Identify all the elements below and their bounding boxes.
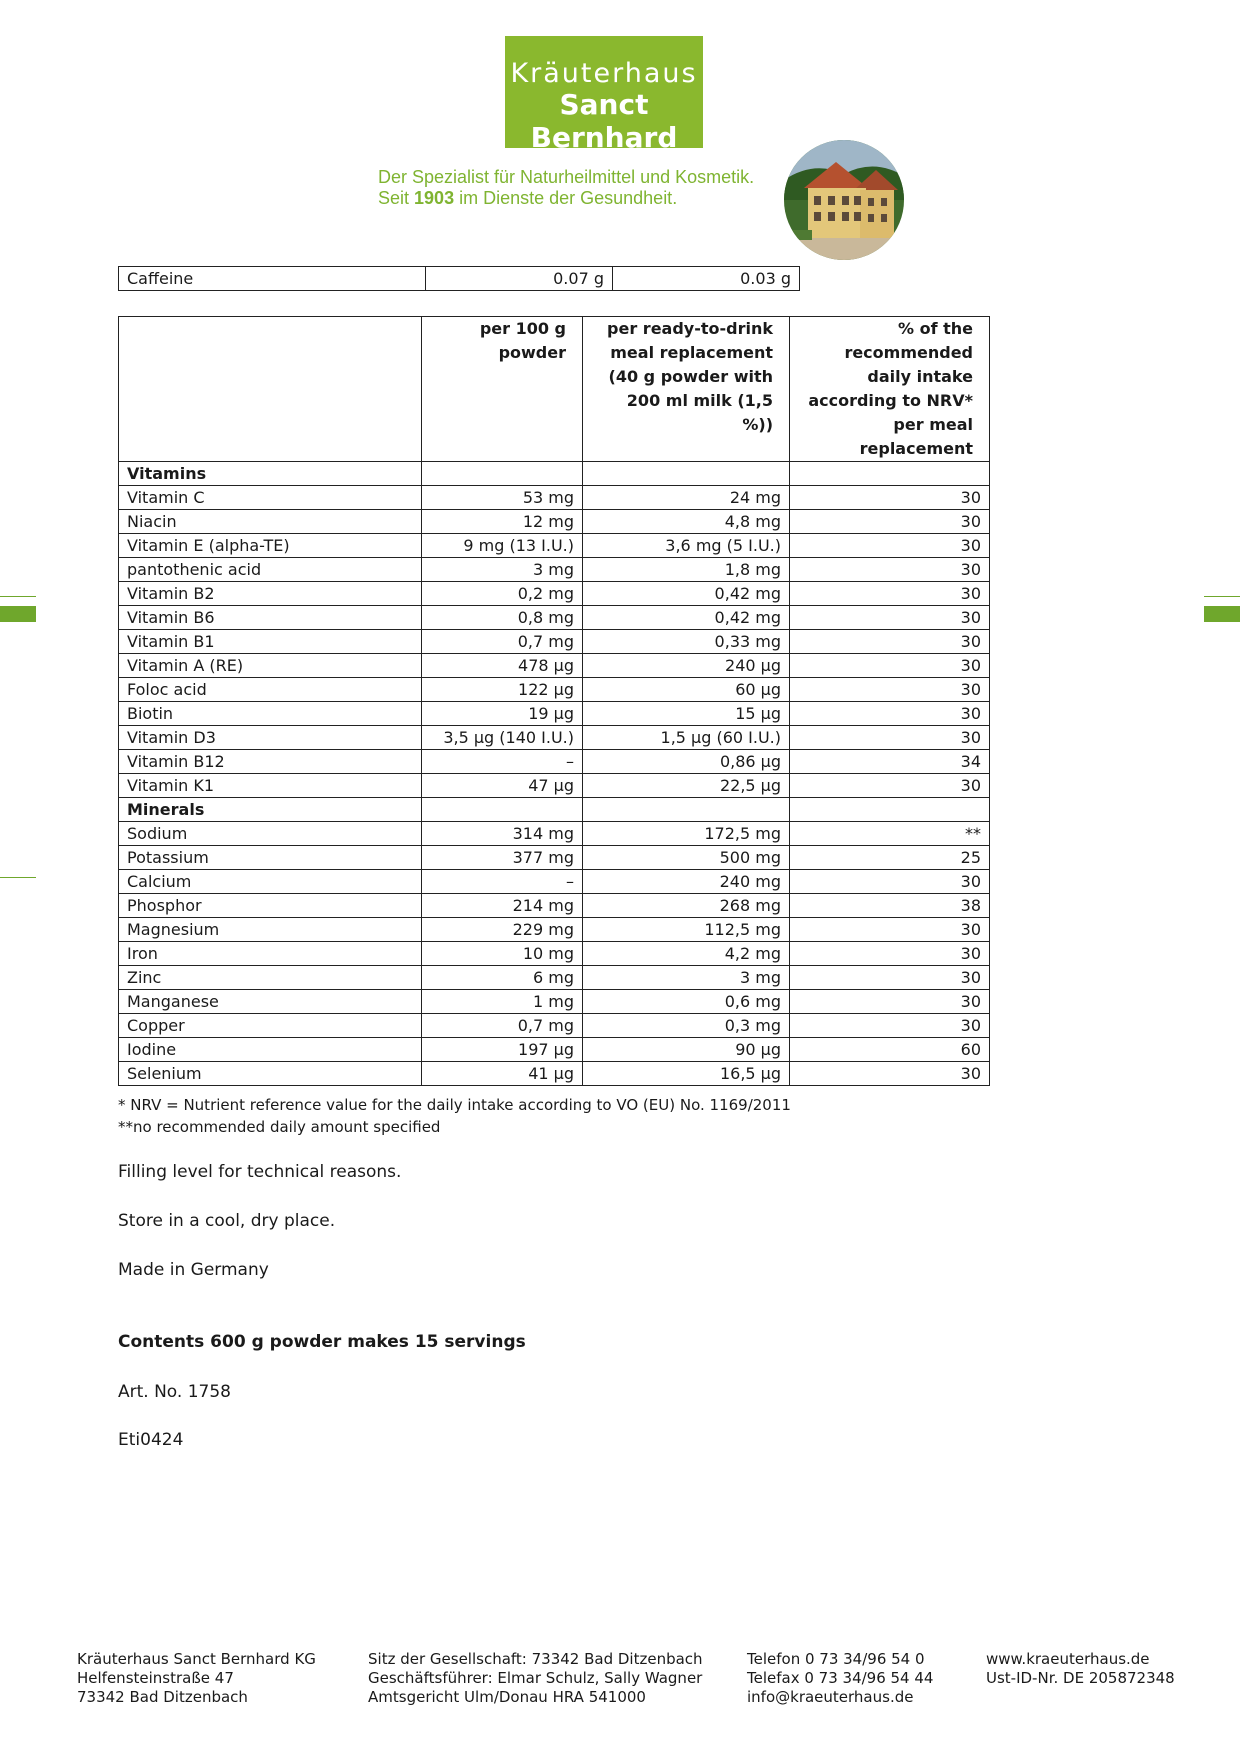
- table-header-row: [119, 317, 990, 462]
- nutrient-name: Vitamin C: [119, 486, 422, 510]
- value-per-serving: 1,5 µg (60 I.U.): [583, 726, 790, 750]
- table-row: [119, 750, 990, 774]
- value-nrv-percent: 30: [790, 966, 990, 990]
- table-row: [119, 966, 990, 990]
- note-filling: Filling level for technical reasons.: [118, 1162, 402, 1182]
- value-nrv-percent: 30: [790, 990, 990, 1014]
- value-per-serving: 0,3 mg: [583, 1014, 790, 1038]
- nutrient-name: Phosphor: [119, 894, 422, 918]
- tagline-year: 1903: [414, 188, 455, 208]
- value-per-serving: 60 µg: [583, 678, 790, 702]
- value-per-serving: 0,33 mg: [583, 630, 790, 654]
- value-nrv-percent: 30: [790, 726, 990, 750]
- value-per-100g: 214 mg: [422, 894, 583, 918]
- table-row: [119, 630, 990, 654]
- header-per-100g: per 100 g powder: [422, 317, 583, 462]
- value-nrv-percent: **: [790, 822, 990, 846]
- tagline-line-1: Der Spezialist für Naturheilmittel und Kosmetik.: [378, 167, 755, 187]
- footer-line: Telefax 0 73 34/96 54 44: [747, 1669, 934, 1687]
- header-empty: [119, 317, 422, 462]
- nutrient-name: Vitamin B12: [119, 750, 422, 774]
- empty-cell: [790, 462, 990, 486]
- value-nrv-percent: 30: [790, 774, 990, 798]
- tagline: [378, 167, 754, 209]
- nutrient-name: Calcium: [119, 870, 422, 894]
- footnote-nrv: * NRV = Nutrient reference value for the daily intake according to VO (EU) No. 1169/2011: [118, 1096, 791, 1114]
- value-per-100g: 377 mg: [422, 846, 583, 870]
- nutrient-name: Zinc: [119, 966, 422, 990]
- table-section-row: [119, 462, 990, 486]
- value-per-100g: 6 mg: [422, 966, 583, 990]
- nutrient-name: Magnesium: [119, 918, 422, 942]
- value-per-serving: 16,5 µg: [583, 1062, 790, 1086]
- footer-line[interactable]: info@kraeuterhaus.de: [747, 1688, 914, 1706]
- value-nrv-percent: 30: [790, 558, 990, 582]
- side-line-left-bottom: [0, 877, 36, 878]
- value-per-100g: –: [422, 750, 583, 774]
- value-per-100g: 3 mg: [422, 558, 583, 582]
- section-label: Minerals: [119, 798, 422, 822]
- value-per-100g: 53 mg: [422, 486, 583, 510]
- nutrient-name: Copper: [119, 1014, 422, 1038]
- value-per-100g: 197 µg: [422, 1038, 583, 1062]
- table-row: [119, 870, 990, 894]
- value-per-serving: 3,6 mg (5 I.U.): [583, 534, 790, 558]
- value-nrv-percent: 30: [790, 678, 990, 702]
- table-row: [119, 894, 990, 918]
- nutrition-table-body: [119, 462, 990, 1086]
- value-nrv-percent: 60: [790, 1038, 990, 1062]
- value-per-serving: 0,6 mg: [583, 990, 790, 1014]
- value-nrv-percent: 30: [790, 654, 990, 678]
- value-per-100g: 0,7 mg: [422, 1014, 583, 1038]
- value-per-serving: 0,42 mg: [583, 606, 790, 630]
- note-contents: Contents 600 g powder makes 15 servings: [118, 1332, 526, 1352]
- tagline-line-2: [378, 188, 754, 209]
- building-photo: [784, 140, 904, 260]
- nutrient-name: Vitamin D3: [119, 726, 422, 750]
- nutrient-name: Vitamin B2: [119, 582, 422, 606]
- nutrition-table: [118, 316, 990, 1086]
- note-art-no: Art. No. 1758: [118, 1382, 231, 1402]
- value-nrv-percent: 30: [790, 1062, 990, 1086]
- tagline-pre: Seit: [378, 188, 415, 208]
- value-per-100g: 478 µg: [422, 654, 583, 678]
- value-nrv-percent: 30: [790, 582, 990, 606]
- footer-line: Geschäftsführer: Elmar Schulz, Sally Wagner: [368, 1669, 703, 1687]
- footnote-no-rda: **no recommended daily amount specified: [118, 1118, 441, 1136]
- nutrient-name: Vitamin B6: [119, 606, 422, 630]
- nutrient-name: Iron: [119, 942, 422, 966]
- table-row: [119, 678, 990, 702]
- table-row: [119, 1062, 990, 1086]
- table-row: [119, 822, 990, 846]
- caffeine-per-serving: 0.03 g: [613, 267, 800, 291]
- brand-logo: [505, 36, 703, 154]
- side-mark-left: [0, 606, 36, 622]
- header-per-serving: per ready-to-drink meal replacement (40 g powder with 200 ml milk (1,5 %)): [583, 317, 790, 462]
- value-per-serving: 0,86 µg: [583, 750, 790, 774]
- table-row: [119, 267, 800, 291]
- value-per-100g: 47 µg: [422, 774, 583, 798]
- tagline-post: im Dienste der Gesundheit.: [454, 188, 678, 208]
- value-nrv-percent: 30: [790, 630, 990, 654]
- value-per-serving: 24 mg: [583, 486, 790, 510]
- caffeine-per-100g: 0.07 g: [426, 267, 613, 291]
- value-per-serving: 0,42 mg: [583, 582, 790, 606]
- nutrient-name: Biotin: [119, 702, 422, 726]
- value-per-100g: 0,2 mg: [422, 582, 583, 606]
- table-row: [119, 990, 990, 1014]
- empty-cell: [790, 798, 990, 822]
- table-row: [119, 582, 990, 606]
- nutrient-name: Sodium: [119, 822, 422, 846]
- footer-web: [986, 1650, 1175, 1688]
- value-per-100g: 9 mg (13 I.U.): [422, 534, 583, 558]
- nutrient-name: Selenium: [119, 1062, 422, 1086]
- value-nrv-percent: 30: [790, 942, 990, 966]
- value-per-100g: 3,5 µg (140 I.U.): [422, 726, 583, 750]
- table-row: [119, 510, 990, 534]
- table-section-row: [119, 798, 990, 822]
- table-row: [119, 942, 990, 966]
- value-nrv-percent: 34: [790, 750, 990, 774]
- nutrient-name: Niacin: [119, 510, 422, 534]
- note-eti: Eti0424: [118, 1430, 184, 1450]
- value-per-serving: 1,8 mg: [583, 558, 790, 582]
- footer-line: Helfensteinstraße 47: [77, 1669, 234, 1687]
- table-row: [119, 726, 990, 750]
- value-per-serving: 22,5 µg: [583, 774, 790, 798]
- nutrient-name: Potassium: [119, 846, 422, 870]
- footer-legal: [368, 1650, 703, 1707]
- value-per-serving: 500 mg: [583, 846, 790, 870]
- value-per-100g: 229 mg: [422, 918, 583, 942]
- table-row: [119, 486, 990, 510]
- footer-line: Kräuterhaus Sanct Bernhard KG: [77, 1650, 316, 1668]
- footer-company: [77, 1650, 316, 1707]
- value-per-serving: 4,8 mg: [583, 510, 790, 534]
- logo-line-2: Sanct Bernhard: [530, 88, 678, 154]
- value-per-serving: 172,5 mg: [583, 822, 790, 846]
- table-row: [119, 654, 990, 678]
- value-nrv-percent: 30: [790, 870, 990, 894]
- footer-line: Telefon 0 73 34/96 54 0: [747, 1650, 925, 1668]
- nutrient-name: Foloc acid: [119, 678, 422, 702]
- side-line-right-top: [1204, 596, 1240, 597]
- header-nrv: % of the recommended daily intake according to NRV* per meal replacement: [790, 317, 990, 462]
- caffeine-name: Caffeine: [119, 267, 426, 291]
- section-label: Vitamins: [119, 462, 422, 486]
- value-nrv-percent: 30: [790, 918, 990, 942]
- empty-cell: [422, 462, 583, 486]
- table-row: [119, 1014, 990, 1038]
- table-row: [119, 846, 990, 870]
- value-per-100g: 41 µg: [422, 1062, 583, 1086]
- logo-line-1: Kräuterhaus: [510, 58, 698, 89]
- nutrient-name: Vitamin A (RE): [119, 654, 422, 678]
- value-per-serving: 3 mg: [583, 966, 790, 990]
- nutrient-name: Vitamin E (alpha-TE): [119, 534, 422, 558]
- value-nrv-percent: 30: [790, 1014, 990, 1038]
- side-mark-right: [1204, 606, 1240, 622]
- empty-cell: [583, 462, 790, 486]
- footer-line: Sitz der Gesellschaft: 73342 Bad Ditzenbach: [368, 1650, 703, 1668]
- footer-line: Amtsgericht Ulm/Donau HRA 541000: [368, 1688, 646, 1706]
- footer-contact: [747, 1650, 933, 1707]
- note-made: Made in Germany: [118, 1260, 269, 1280]
- side-line-left-top: [0, 596, 36, 597]
- value-per-serving: 4,2 mg: [583, 942, 790, 966]
- table-row: [119, 558, 990, 582]
- table-row: [119, 606, 990, 630]
- table-row: [119, 774, 990, 798]
- table-row: [119, 534, 990, 558]
- nutrient-name: pantothenic acid: [119, 558, 422, 582]
- value-per-100g: 0,8 mg: [422, 606, 583, 630]
- value-nrv-percent: 30: [790, 534, 990, 558]
- value-per-serving: 112,5 mg: [583, 918, 790, 942]
- value-nrv-percent: 30: [790, 606, 990, 630]
- empty-cell: [422, 798, 583, 822]
- footer-line: 73342 Bad Ditzenbach: [77, 1688, 248, 1706]
- value-per-100g: 12 mg: [422, 510, 583, 534]
- value-per-serving: 240 mg: [583, 870, 790, 894]
- value-per-serving: 240 µg: [583, 654, 790, 678]
- value-per-100g: 1 mg: [422, 990, 583, 1014]
- value-per-serving: 268 mg: [583, 894, 790, 918]
- table-row: [119, 1038, 990, 1062]
- table-row: [119, 702, 990, 726]
- value-per-100g: 0,7 mg: [422, 630, 583, 654]
- footer-line: Ust-ID-Nr. DE 205872348: [986, 1669, 1175, 1687]
- caffeine-table: [118, 266, 800, 291]
- value-per-100g: 19 µg: [422, 702, 583, 726]
- empty-cell: [583, 798, 790, 822]
- note-store: Store in a cool, dry place.: [118, 1211, 336, 1231]
- value-per-100g: 122 µg: [422, 678, 583, 702]
- nutrient-name: Vitamin K1: [119, 774, 422, 798]
- value-per-100g: 10 mg: [422, 942, 583, 966]
- value-nrv-percent: 30: [790, 702, 990, 726]
- nutrient-name: Iodine: [119, 1038, 422, 1062]
- nutrient-name: Vitamin B1: [119, 630, 422, 654]
- value-nrv-percent: 30: [790, 486, 990, 510]
- nutrient-name: Manganese: [119, 990, 422, 1014]
- table-row: [119, 918, 990, 942]
- value-per-100g: 314 mg: [422, 822, 583, 846]
- value-per-serving: 90 µg: [583, 1038, 790, 1062]
- value-per-serving: 15 µg: [583, 702, 790, 726]
- value-per-100g: –: [422, 870, 583, 894]
- value-nrv-percent: 30: [790, 510, 990, 534]
- value-nrv-percent: 25: [790, 846, 990, 870]
- value-nrv-percent: 38: [790, 894, 990, 918]
- footer-website-link[interactable]: www.kraeuterhaus.de: [986, 1650, 1150, 1668]
